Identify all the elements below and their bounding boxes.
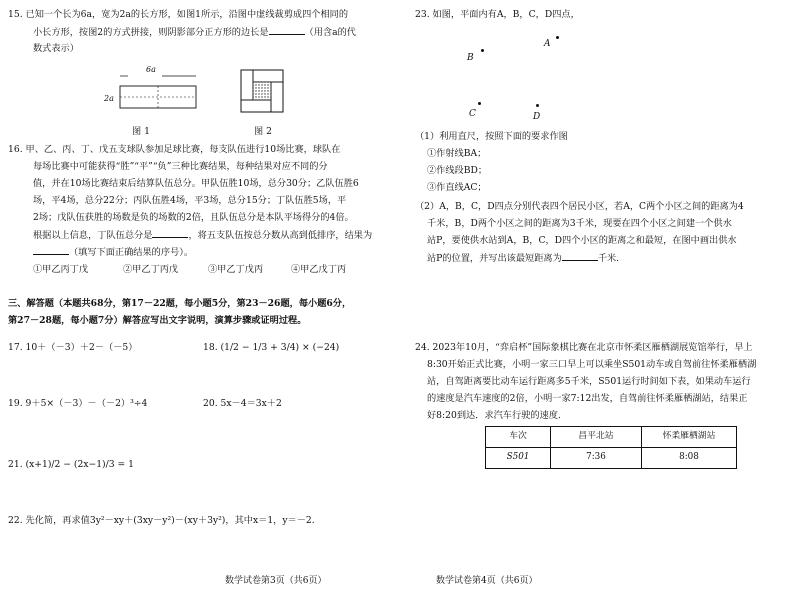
q16-blank-2[interactable] (33, 245, 69, 255)
table-row (486, 448, 737, 469)
q16-option-2: ②甲乙丁丙戊 (123, 264, 179, 275)
q16-line-7-text: （填写下面正确结果的序号）。 (69, 247, 194, 258)
fig1-caption: 图 1 (132, 126, 150, 137)
q23-part-1: （1）利用直尺，按照下面的要求作图 (415, 131, 568, 142)
q23-part-2-line-2: 千米，B，D两个小区之间的距离为3千米，现要在四个小区之间建一个供水 (427, 218, 732, 229)
table-header-cell: 昌平北站 (551, 427, 642, 448)
fig2-caption: 图 2 (254, 126, 272, 137)
q16-line-2: 每场比赛中可能获得“胜”“平”“负”三种比赛结果，每种结果对应不同的分 (33, 161, 328, 172)
train-schedule-table (485, 426, 737, 469)
problem-21: 21. (x+1)/2 − (2x−1)/3 = 1 (8, 459, 134, 470)
q23-item-1: ①作射线BA； (427, 148, 487, 159)
q16-line-5: 2场；戊队伍获胜的场数是负的场数的2倍，且队伍总分是本队平场得分的4倍。 (33, 212, 354, 223)
q16-option-1: ①甲乙丙丁戊 (33, 264, 89, 275)
q23-part-2-line-3: 站P，要使供水站到A，B，C，D四个小区的距离之和最短，在图中画出供水 (427, 235, 737, 246)
table-header-cell: 怀柔雁栖湖站 (642, 427, 737, 448)
section-3-heading-line-1: 三、解答题（本题共68分，第17－22题，每小题5分，第23－26题，每小题6分， (8, 298, 352, 309)
point-b-label: B (467, 53, 474, 63)
point-b-dot (481, 49, 484, 52)
q15-line-2-tail: （用含a的代 (304, 27, 356, 38)
q16-option-4: ④甲乙戊丁丙 (291, 264, 347, 275)
footer-page-4: 数学试卷第4页（共6页） (436, 576, 538, 586)
footer-page-3: 数学试卷第3页（共6页） (225, 576, 327, 586)
q24-line-5: 好8:20到达．求汽车行驶的速度. (427, 410, 561, 421)
q23-unit: 千米. (597, 253, 620, 264)
q23-item-3: ③作直线AC； (427, 182, 487, 193)
q23-item-2: ②作线段BD； (427, 165, 488, 176)
problem-22: 22. 先化简，再求值3y²－xy＋(3xy－y²)－(xy＋3y²)，其中x＝1，y＝－2. (8, 515, 315, 526)
table-cell: S501 (486, 448, 551, 469)
q16-line-3: 值，并在10场比赛结束后结算队伍总分。甲队伍胜10场，总分30分；乙队伍胜6 (33, 178, 359, 189)
point-c-label: C (469, 109, 476, 119)
q15-line-2 (33, 25, 356, 40)
figure-2-square (240, 69, 284, 113)
q15-line-1: 15. 已知一个长为6a，宽为2a的长方形，如图1所示，沿图中虚线裁剪成四个相同的 (8, 9, 349, 20)
point-a-label: A (544, 39, 551, 49)
q16-line-7 (33, 245, 193, 260)
point-d-dot (536, 104, 539, 107)
q16-line-1: 16. 甲、乙、丙、丁、戊五支球队参加足球比赛，每支队伍进行10场比赛，球队在 (8, 144, 341, 155)
q16-blank-1[interactable] (152, 228, 188, 238)
q16-option-3: ③甲乙丁戊丙 (208, 264, 264, 275)
problem-19: 19. 9＋5×（－3）－（－2）³÷4 (8, 398, 148, 409)
q24-line-1: 24. 2023年10月，“弈启杯”国际象棋比赛在北京市怀柔区雁栖湖展览馆举行，早上 (415, 342, 753, 353)
q23-title: 23. 如图，平面内有A，B，C，D四点， (415, 9, 580, 20)
table-cell: 8:08 (642, 448, 737, 469)
q15-line-3: 数式表示） (33, 43, 79, 54)
q15-answer-blank[interactable] (269, 25, 305, 35)
table-header-cell: 车次 (486, 427, 551, 448)
problem-17: 17. 10＋（－3）＋2－（－5） (8, 342, 138, 353)
q24-line-3: 站，自驾距离要比动车运行距离多5千米，S501运行时间如下表，如果动车运行 (427, 376, 751, 387)
fig1-left-label: 2a (104, 94, 114, 103)
problem-18: 18. (1/2 − 1/3 + 3/4) × (−24) (203, 342, 340, 353)
q24-line-2: 8:30开始正式比赛，小明一家三口早上可以乘坐S501动车或自驾前往怀柔雁栖湖 (427, 359, 757, 370)
section-3-heading-line-2: 第27－28题，每小题7分）解答应写出文字说明，演算步骤或证明过程。 (8, 315, 307, 326)
q16-line-6-tail: ，将五支队伍按总分数从高到低排序，结果为 (188, 230, 373, 241)
q23-part-2-line-4 (427, 251, 619, 266)
q16-line-6-text: 根据以上信息，丁队伍总分是 (33, 230, 153, 241)
q16-line-6 (33, 228, 372, 243)
problem-20: 20. 5x－4＝3x＋2 (203, 398, 282, 409)
figure-1-rectangle (98, 72, 218, 128)
q15-line-2-text: 小长方形，按图2的方式拼接，则阴影部分正方形的边长是 (33, 27, 269, 38)
table-cell: 7:36 (551, 448, 642, 469)
fig1-top-label: 6a (146, 65, 156, 74)
q23-part-2-line-4-text: 站P的位置，并写出该最短距离为 (427, 253, 562, 264)
q16-line-4: 场，平4场，总分22分；丙队伍胜4场，平3场，总分15分；丁队伍胜5场，平 (33, 195, 347, 206)
point-c-dot (478, 102, 481, 105)
q23-answer-blank[interactable] (562, 251, 598, 261)
q24-line-4: 的速度是汽车速度的2倍，小明一家7:12出发，自驾前往怀柔雁栖湖站，结果正 (427, 393, 748, 404)
point-a-dot (556, 36, 559, 39)
table-header-row (486, 427, 737, 448)
point-d-label: D (533, 112, 541, 122)
q23-part-2-line-1: （2）A，B，C，D四点分别代表四个居民小区，若A，C两个小区之间的距离为4 (415, 201, 744, 212)
